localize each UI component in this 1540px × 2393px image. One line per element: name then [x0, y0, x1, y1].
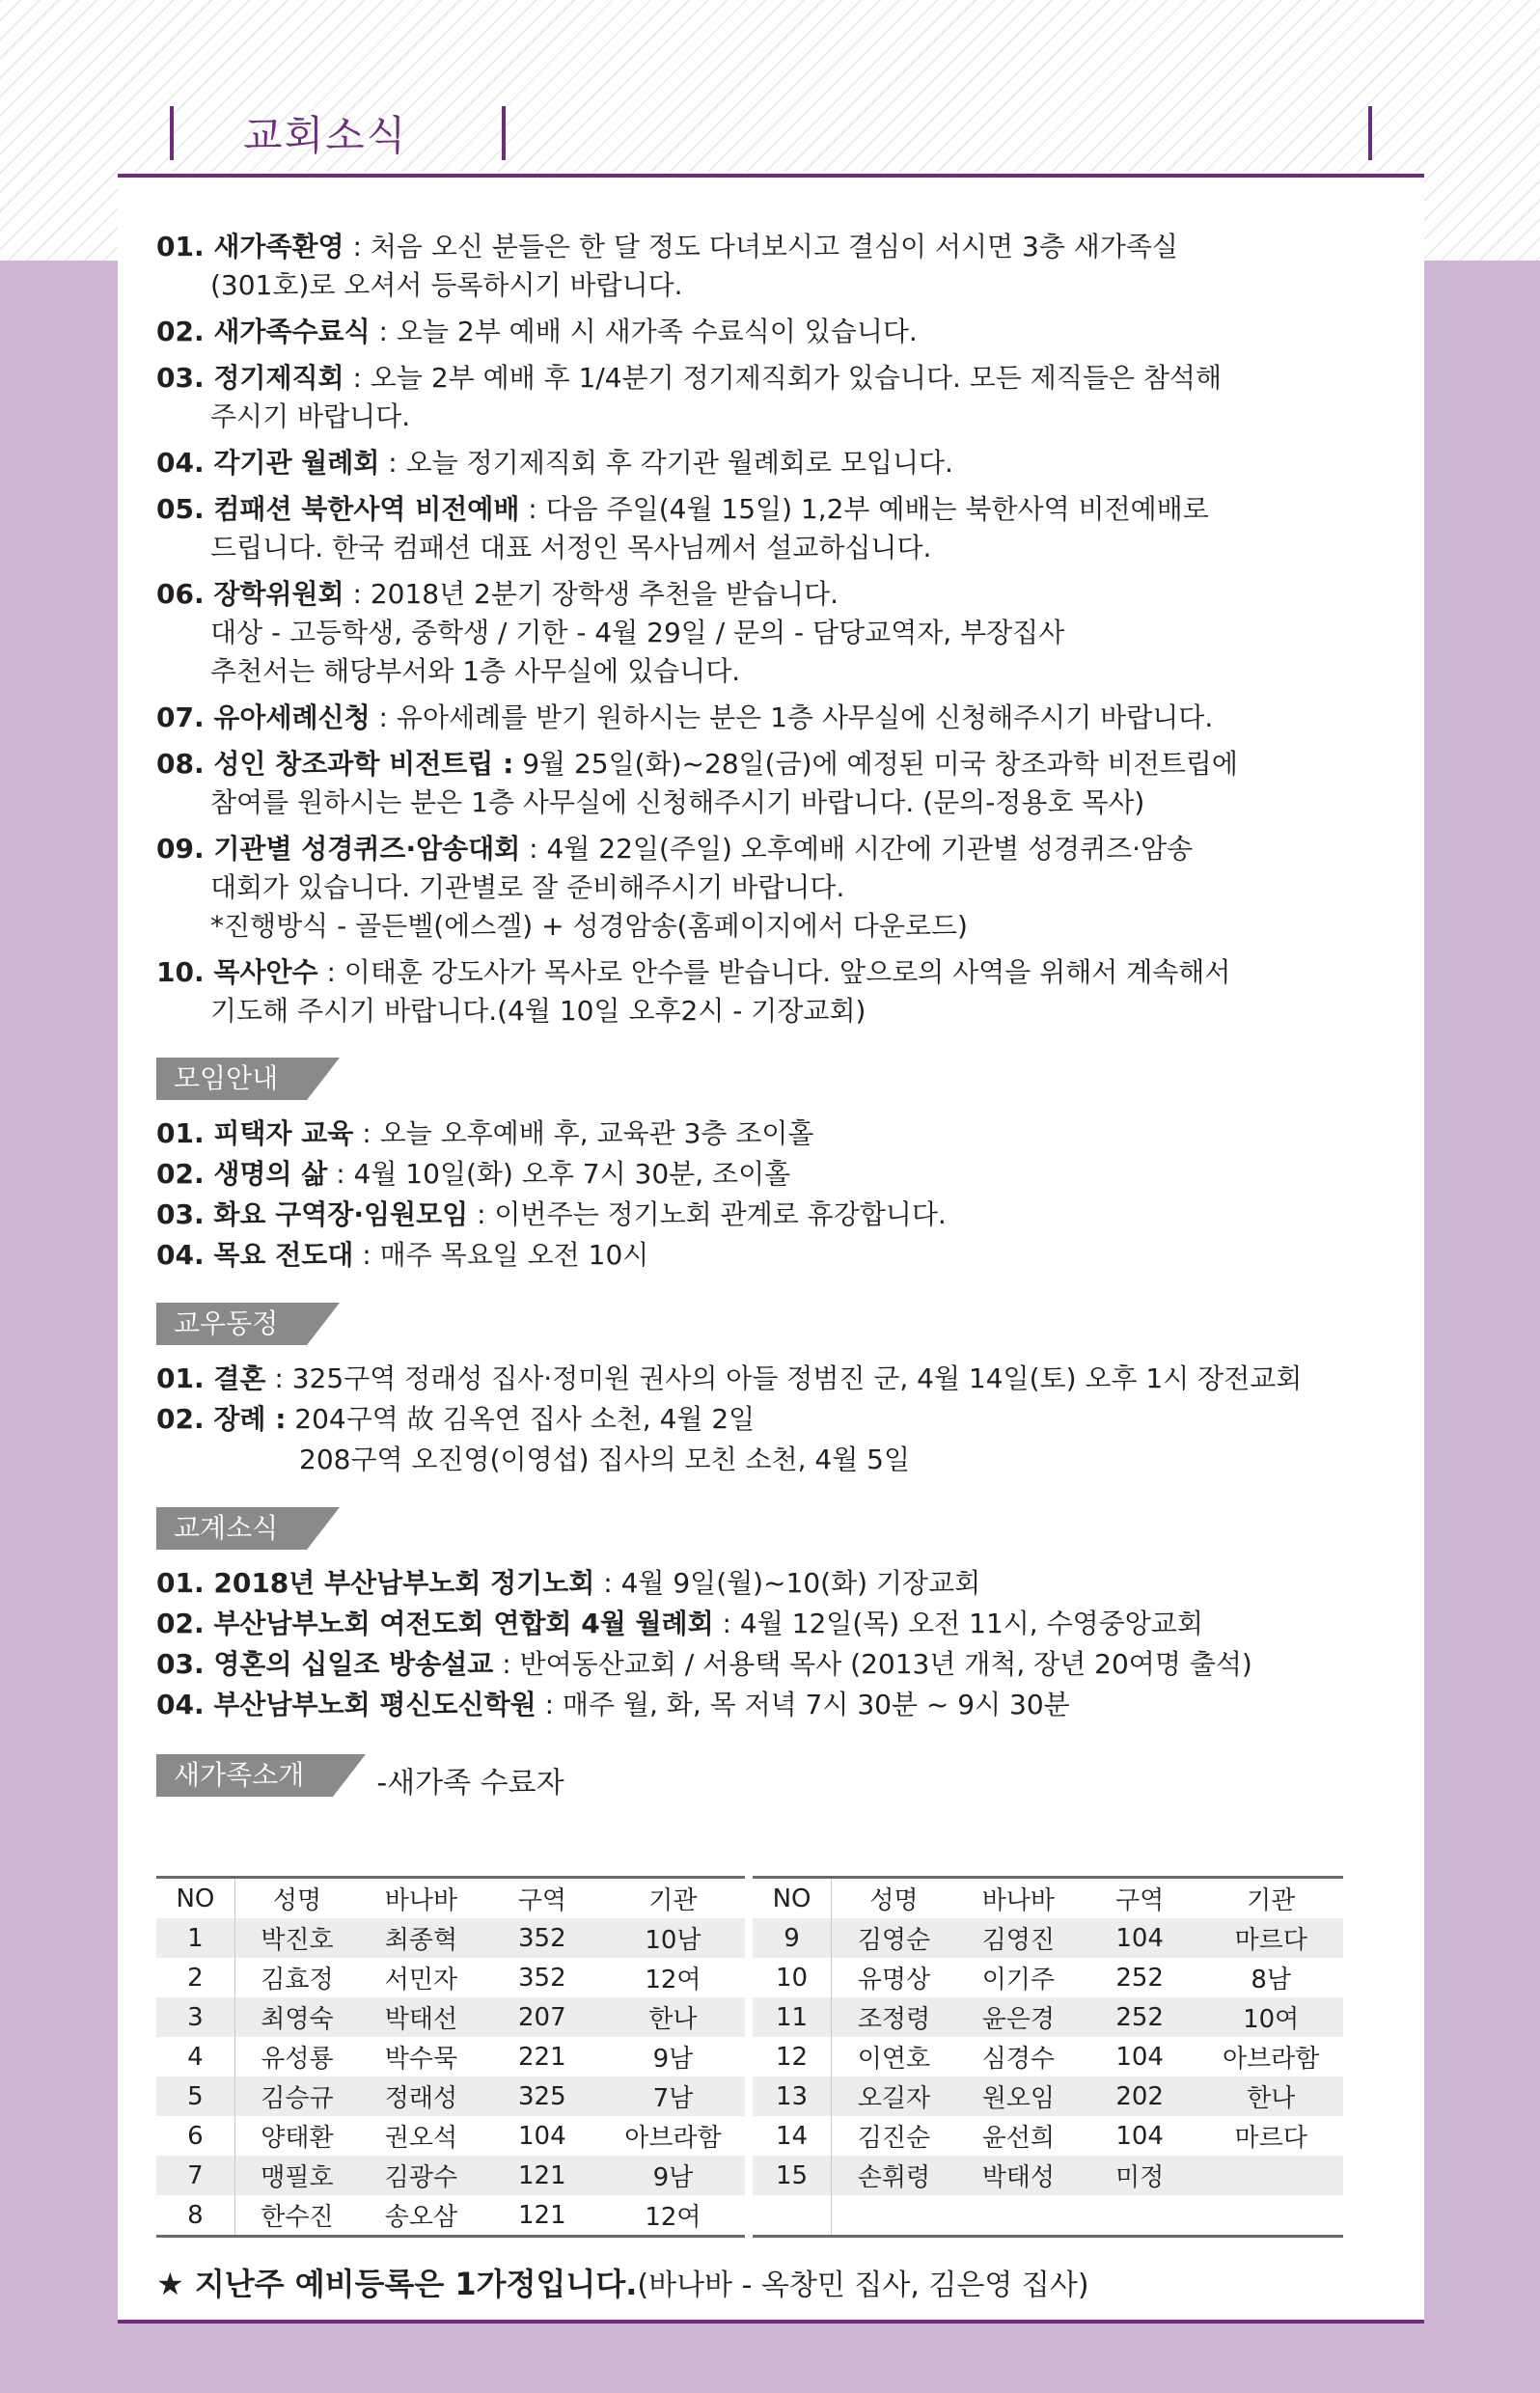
meetings-item-heading: [156, 1198, 468, 1230]
news-item-heading: [156, 447, 379, 479]
meetings-item: [156, 1235, 1401, 1276]
members-item-continuation: 208구역 오진영(이영섭) 집사의 모친 소천, 4월 5일: [299, 1444, 911, 1475]
table-cell: 김승규: [234, 2077, 359, 2116]
table-cell: 352: [518, 1963, 566, 1993]
table-cell: 김진순: [857, 2124, 931, 2153]
news-item-continuation: 참여를 원하시는 분은 1층 사무실에 신청해주시기 바랍니다. (문의-정용호 목사): [210, 786, 1145, 818]
table-row: [156, 1918, 745, 1958]
news-item-separator: :: [520, 833, 547, 865]
table-cell: 송오삼: [384, 2203, 458, 2232]
table-cell: 미정: [1081, 2156, 1198, 2195]
table-header-cell: 기관: [601, 1878, 745, 1919]
news-item-continuation: 대회가 있습니다. 기관별로 잘 준비해주시기 바랍니다.: [210, 871, 845, 903]
table-row: [753, 1997, 1343, 2037]
table-cell: 6: [156, 2116, 234, 2156]
news-item-title: 각기관 월례회: [213, 447, 380, 479]
denomination-section: [156, 1507, 1401, 1550]
denomination-list: [156, 1563, 1401, 1725]
table-cell: 박진호: [234, 1918, 359, 1958]
table-cell: 정래성: [359, 2077, 483, 2116]
members-list: [156, 1359, 1401, 1480]
news-item-number: 07.: [156, 701, 205, 733]
table-header-cell: 구역: [1081, 1878, 1198, 1919]
news-item-number: 10.: [156, 956, 205, 988]
denomination-item-heading: [156, 1567, 594, 1599]
news-item-separator: [513, 748, 522, 780]
table-row: [753, 2077, 1343, 2116]
table-cell: 7: [156, 2156, 234, 2195]
news-item-first-line: [156, 575, 1401, 614]
news-item-text: 4월 22일(주일) 오후예배 시간에 기관별 성경퀴즈·암송: [546, 833, 1194, 865]
denomination-item-number: 01.: [156, 1567, 205, 1599]
newfamily-subtitle: -새가족 수료자: [376, 1766, 564, 1801]
news-item: [156, 953, 1401, 1031]
table-row: [156, 2077, 745, 2116]
table-cell: 원오임: [956, 2077, 1081, 2116]
table-cell: 이연호: [857, 2045, 931, 2074]
table-cell: 3: [156, 1997, 234, 2037]
table-header-cell: 성명: [832, 1878, 956, 1919]
news-item-separator: :: [317, 956, 344, 988]
meetings-item-title: 목요 전도대: [213, 1239, 354, 1271]
top-rule: [118, 174, 1424, 178]
members-item-title: 결혼: [213, 1362, 266, 1394]
news-item-first-line: [156, 953, 1401, 992]
news-item-separator: :: [344, 578, 371, 610]
denomination-item-heading: [156, 1648, 493, 1680]
members-item: [156, 1399, 1401, 1440]
news-item-first-line: [156, 228, 1401, 266]
meetings-item-text: : 오늘 오후예배 후, 교육관 3층 조이홀: [353, 1117, 814, 1149]
table-cell: 8: [156, 2195, 234, 2237]
table-cell: 325: [483, 2077, 601, 2116]
news-item-title: 유아세례신청: [213, 701, 371, 733]
denomination-item: [156, 1644, 1401, 1685]
table-cell: 김효정: [261, 1966, 334, 1994]
denomination-item: [156, 1604, 1401, 1644]
news-item: [156, 575, 1401, 691]
table-cell: 8남: [1251, 1966, 1292, 1994]
news-item: [156, 699, 1401, 737]
table-cell: 12여: [645, 2203, 701, 2232]
table-row: [753, 2037, 1343, 2077]
news-item: [156, 313, 1401, 351]
news-item-first-line: [156, 830, 1401, 868]
members-item-heading: [156, 1403, 286, 1435]
table-cell: 10여: [1198, 1997, 1343, 2037]
news-item-title: 새가족환영: [213, 231, 344, 262]
meetings-item-text: : 이번주는 정기노회 관계로 휴강합니다.: [468, 1198, 947, 1230]
table-header-cell: 기관: [1198, 1878, 1343, 1919]
table-cell: 252: [1081, 1997, 1198, 2037]
table-row: [156, 2116, 745, 2156]
table-cell: 202: [1081, 2077, 1198, 2116]
table-cell: 박태성: [956, 2156, 1081, 2195]
news-item-first-line: [156, 359, 1401, 398]
meetings-item-number: 02.: [156, 1158, 205, 1190]
members-item: [156, 1359, 1401, 1399]
news-item-continuation: 주시기 바랍니다.: [210, 400, 411, 432]
table-cell: 최영숙: [234, 1997, 359, 2037]
news-item-text: 9월 25일(화)~28일(금)에 예정된 미국 창조과학 비전트립에: [522, 748, 1238, 780]
table-cell: 12여: [645, 1966, 701, 1994]
table-cell: 4: [156, 2037, 234, 2077]
bottom-rule: [118, 2320, 1424, 2324]
members-item-text: : 325구역 정래성 집사·정미원 권사의 아들 정범진 군, 4월 14일(토) 오후 1시 장전교회: [265, 1362, 1303, 1394]
news-item-text: 이태훈 강도사가 목사로 안수를 받습니다. 앞으로의 사역을 위해서 계속해서: [344, 956, 1231, 988]
table-cell: 104: [518, 2121, 566, 2151]
news-item-title: 목사안수: [213, 956, 318, 988]
news-item-text: 오늘 2부 예배 후 1/4분기 정기제직회가 있습니다. 모든 제직들은 참석해: [370, 362, 1223, 394]
news-item-separator: :: [519, 493, 546, 525]
table-cell: 마르다: [1234, 2124, 1307, 2153]
news-item-separator: :: [379, 447, 406, 479]
table-cell: 7남: [601, 2077, 745, 2116]
table-cell: 최종혁: [359, 1918, 483, 1958]
news-item-separator: :: [370, 701, 397, 733]
news-item-continuation: 드립니다. 한국 컴패션 대표 서정인 목사님께서 설교하십니다.: [210, 532, 932, 564]
table-cell: 마르다: [1198, 1918, 1343, 1958]
news-item-continuation: 대상 - 고등학생, 중학생 / 기한 - 4월 29일 / 문의 - 담당교역자, 부장집사: [210, 617, 1065, 648]
news-item-title: 정기제직회: [213, 362, 344, 394]
news-item-title: 기관별 성경퀴즈·암송대회: [213, 833, 521, 865]
table-cell: 박태선: [359, 1997, 483, 2037]
meetings-list: [156, 1114, 1401, 1276]
news-item-first-line: [156, 745, 1401, 784]
news-item-separator: :: [370, 316, 397, 347]
news-item-number: 06.: [156, 578, 205, 610]
denomination-item-heading: [156, 1689, 536, 1720]
title-divider: [170, 106, 174, 160]
meetings-item-text: : 매주 목요일 오전 10시: [353, 1239, 649, 1271]
news-content: [156, 228, 1401, 1815]
news-item-heading: [156, 231, 344, 262]
table-cell: 유명상: [857, 1966, 931, 1994]
table-header-cell: NO: [753, 1878, 832, 1919]
table-cell: 맹필호: [234, 2156, 359, 2195]
page-title: 교회소식: [243, 112, 408, 159]
denomination-item-text: : 4월 12일(목) 오전 11시, 수영중앙교회: [713, 1608, 1203, 1639]
news-item: [156, 228, 1401, 305]
table-row: [156, 2156, 745, 2195]
table-cell: 252: [1115, 1963, 1164, 1993]
news-item-title: 새가족수료식: [213, 316, 371, 347]
table-cell: 1: [156, 1918, 234, 1958]
table-header-cell: 구역: [483, 1878, 601, 1919]
news-list: [156, 228, 1401, 1031]
news-item-heading: [156, 316, 371, 347]
news-item-text: 2018년 2분기 장학생 추천을 받습니다.: [370, 578, 839, 610]
denomination-item-title: 2018년 부산남부노회 정기노회: [213, 1567, 595, 1599]
meetings-item-heading: [156, 1117, 353, 1149]
members-item-number: 01.: [156, 1362, 205, 1394]
table-cell: 권오석: [384, 2124, 458, 2153]
news-item-first-line: [156, 313, 1401, 351]
denomination-item: [156, 1563, 1401, 1604]
news-item: [156, 359, 1401, 436]
news-item-number: 05.: [156, 493, 205, 525]
meetings-section: [156, 1058, 1401, 1100]
table-cell: 10: [753, 1958, 832, 1997]
table-row: [156, 2195, 745, 2237]
news-item-title: 성인 창조과학 비전트립 :: [213, 748, 514, 780]
table-row: [753, 2116, 1343, 2156]
table-cell: 한나: [601, 1997, 745, 2037]
table-cell: 박수묵: [384, 2045, 458, 2074]
news-item: [156, 745, 1401, 822]
denomination-item-title: 부산남부노회 여전도회 연합회 4월 월례회: [213, 1608, 714, 1639]
table-cell: 5: [156, 2077, 234, 2116]
table-cell: 121: [483, 2156, 601, 2195]
table-cell: 한수진: [261, 2203, 334, 2232]
meetings-item: [156, 1114, 1401, 1154]
members-item-text: 204구역 故 김옥연 집사 소천, 4월 2일: [286, 1403, 756, 1435]
denomination-badge: 교계소식: [156, 1507, 307, 1550]
title-divider: [502, 106, 506, 160]
table-cell: 11: [753, 1997, 832, 2037]
table-row: [156, 2037, 745, 2077]
table-cell: 한나: [1198, 2077, 1343, 2116]
table-cell: [1198, 2195, 1343, 2237]
news-item-text: 오늘 2부 예배 시 새가족 수료식이 있습니다.: [396, 316, 918, 347]
table-cell: [1081, 2195, 1198, 2237]
news-item-text: 유아세례를 받기 원하시는 분은 1층 사무실에 신청해주시기 바랍니다.: [396, 701, 1214, 733]
news-item-heading: [156, 748, 513, 780]
table-cell: 김광수: [359, 2156, 483, 2195]
table-cell: 14: [753, 2116, 832, 2156]
table-row: [753, 2195, 1343, 2237]
table-row: [156, 1958, 745, 1997]
table-cell: 아브라함: [1222, 2045, 1320, 2074]
table-cell: [832, 2195, 956, 2237]
table-cell: 10남: [601, 1918, 745, 1958]
members-item-title: 장례 :: [213, 1403, 287, 1435]
news-item-title: 컴패션 북한사역 비전예배: [213, 493, 520, 525]
news-item-number: 09.: [156, 833, 205, 865]
news-item-heading: [156, 701, 371, 733]
news-item-number: 04.: [156, 447, 205, 479]
meetings-item: [156, 1195, 1401, 1235]
denomination-item: [156, 1685, 1401, 1725]
table-header-cell: 성명: [234, 1878, 359, 1919]
meetings-item-heading: [156, 1158, 327, 1190]
table-cell: [753, 2195, 832, 2237]
news-item-continuation: 추천서는 해당부서와 1층 사무실에 있습니다.: [210, 655, 741, 687]
denomination-item-title: 부산남부노회 평신도신학원: [213, 1689, 536, 1720]
denomination-item-heading: [156, 1608, 714, 1639]
denomination-item-number: 02.: [156, 1608, 205, 1639]
news-item-continuation: (301호)로 오셔서 등록하시기 바랍니다.: [210, 269, 683, 301]
news-item-continuation: 기도해 주시기 바랍니다.(4월 10일 오후2시 - 기장교회): [210, 995, 866, 1027]
newfamily-section: [156, 1754, 1401, 1802]
meetings-item-number: 01.: [156, 1117, 205, 1149]
meetings-item-heading: [156, 1239, 353, 1271]
registration-note-bold: ★ 지난주 예비등록은 1가정입니다.: [156, 2266, 638, 2302]
meetings-item: [156, 1154, 1401, 1195]
news-item-heading: [156, 833, 520, 865]
meetings-item-title: 피택자 교육: [213, 1117, 354, 1149]
table-cell: 352: [483, 1918, 601, 1958]
table-cell: 조정령: [832, 1997, 956, 2037]
news-item-text: 오늘 정기제직회 후 각기관 월례회로 모입니다.: [405, 447, 953, 479]
table-cell: 2: [156, 1958, 234, 1997]
table-header-cell: NO: [156, 1878, 234, 1919]
members-item-heading: [156, 1362, 265, 1394]
meetings-badge: 모임안내: [156, 1058, 307, 1100]
news-item: [156, 830, 1401, 946]
newfamily-table-right: [753, 1876, 1343, 2238]
table-cell: 서민자: [384, 1966, 458, 1994]
table-cell: 104: [1081, 1918, 1198, 1958]
table-cell: 104: [1115, 2042, 1164, 2072]
news-item-heading: [156, 956, 318, 988]
table-cell: 207: [483, 1997, 601, 2037]
newfamily-badge: 새가족소개: [156, 1754, 333, 1797]
table-cell: 김영순: [832, 1918, 956, 1958]
news-item-continuation: *진행방식 - 골든벨(에스겔) + 성경암송(홈페이지에서 다운로드): [210, 910, 968, 942]
denomination-item-text: : 반여동산교회 / 서용택 목사 (2013년 개척, 장년 20여명 출석): [493, 1648, 1252, 1680]
news-item-first-line: [156, 699, 1401, 737]
meetings-item-title: 생명의 삶: [213, 1158, 328, 1190]
members-badge: 교우동정: [156, 1303, 307, 1345]
meetings-item-number: 03.: [156, 1198, 205, 1230]
table-cell: 15: [753, 2156, 832, 2195]
table-row: [753, 1958, 1343, 1997]
table-cell: 심경수: [981, 2045, 1056, 2074]
news-item-first-line: [156, 444, 1401, 482]
news-item-number: 03.: [156, 362, 205, 394]
denomination-item-number: 03.: [156, 1648, 205, 1680]
table-cell: 아브라함: [624, 2124, 722, 2153]
news-item-number: 08.: [156, 748, 205, 780]
news-item-number: 02.: [156, 316, 205, 347]
news-item-text: 다음 주일(4월 15일) 1,2부 예배는 북한사역 비전예배로: [545, 493, 1209, 525]
table-cell: 손휘령: [832, 2156, 956, 2195]
table-header-cell: 바나바: [956, 1878, 1081, 1919]
members-item-number: 02.: [156, 1403, 205, 1435]
table-cell: 12: [753, 2037, 832, 2077]
meetings-item-text: : 4월 10일(화) 오후 7시 30분, 조이홀: [327, 1158, 791, 1190]
meetings-item-number: 04.: [156, 1239, 205, 1271]
table-header-cell: 바나바: [359, 1878, 483, 1919]
table-cell: 오길자: [832, 2077, 956, 2116]
news-item-number: 01.: [156, 231, 205, 262]
news-item-separator: :: [344, 231, 371, 262]
members-section: [156, 1303, 1401, 1345]
table-cell: 윤은경: [956, 1997, 1081, 2037]
table-cell: 유성룡: [261, 2045, 334, 2074]
news-item: [156, 490, 1401, 567]
table-cell: 13: [753, 2077, 832, 2116]
table-cell: 121: [518, 2200, 566, 2230]
table-cell: 221: [518, 2042, 566, 2072]
table-row: [156, 1997, 745, 2037]
news-item-heading: [156, 578, 344, 610]
table-cell: 양태환: [261, 2124, 334, 2153]
table-row: [753, 1918, 1343, 1958]
table-cell: 104: [1115, 2121, 1164, 2151]
title-divider: [1368, 106, 1372, 160]
news-item-first-line: [156, 490, 1401, 529]
table-cell: 9: [753, 1918, 832, 1958]
table-cell: 이기주: [981, 1966, 1056, 1994]
table-cell: 9남: [601, 2156, 745, 2195]
news-item-heading: [156, 493, 519, 525]
news-item-title: 장학위원회: [213, 578, 344, 610]
table-cell: [956, 2195, 1081, 2237]
meetings-item-title: 화요 구역장·임원모임: [213, 1198, 469, 1230]
denomination-item-text: : 매주 월, 화, 목 저녁 7시 30분 ~ 9시 30분: [536, 1689, 1070, 1720]
newfamily-table-left: [156, 1876, 745, 2238]
table-cell: 9남: [652, 2045, 694, 2074]
table-cell: [1198, 2156, 1343, 2195]
table-row: [753, 2156, 1343, 2195]
news-item-separator: :: [344, 362, 371, 394]
section-title-bar: [118, 96, 1424, 164]
table-cell: 윤선희: [981, 2124, 1056, 2153]
news-item-text: 처음 오신 분들은 한 달 정도 다녀보시고 결심이 서시면 3층 새가족실: [370, 231, 1178, 262]
registration-note-text: (바나바 - 옥창민 집사, 김은영 집사): [637, 2269, 1089, 2302]
news-item-heading: [156, 362, 344, 394]
news-item: [156, 444, 1401, 482]
denomination-item-number: 04.: [156, 1689, 205, 1720]
denomination-item-text: : 4월 9일(월)~10(화) 기장교회: [594, 1567, 981, 1599]
registration-note: [156, 2260, 1089, 2304]
table-cell: 김영진: [956, 1918, 1081, 1958]
denomination-item-title: 영혼의 십일조 방송설교: [213, 1648, 494, 1680]
